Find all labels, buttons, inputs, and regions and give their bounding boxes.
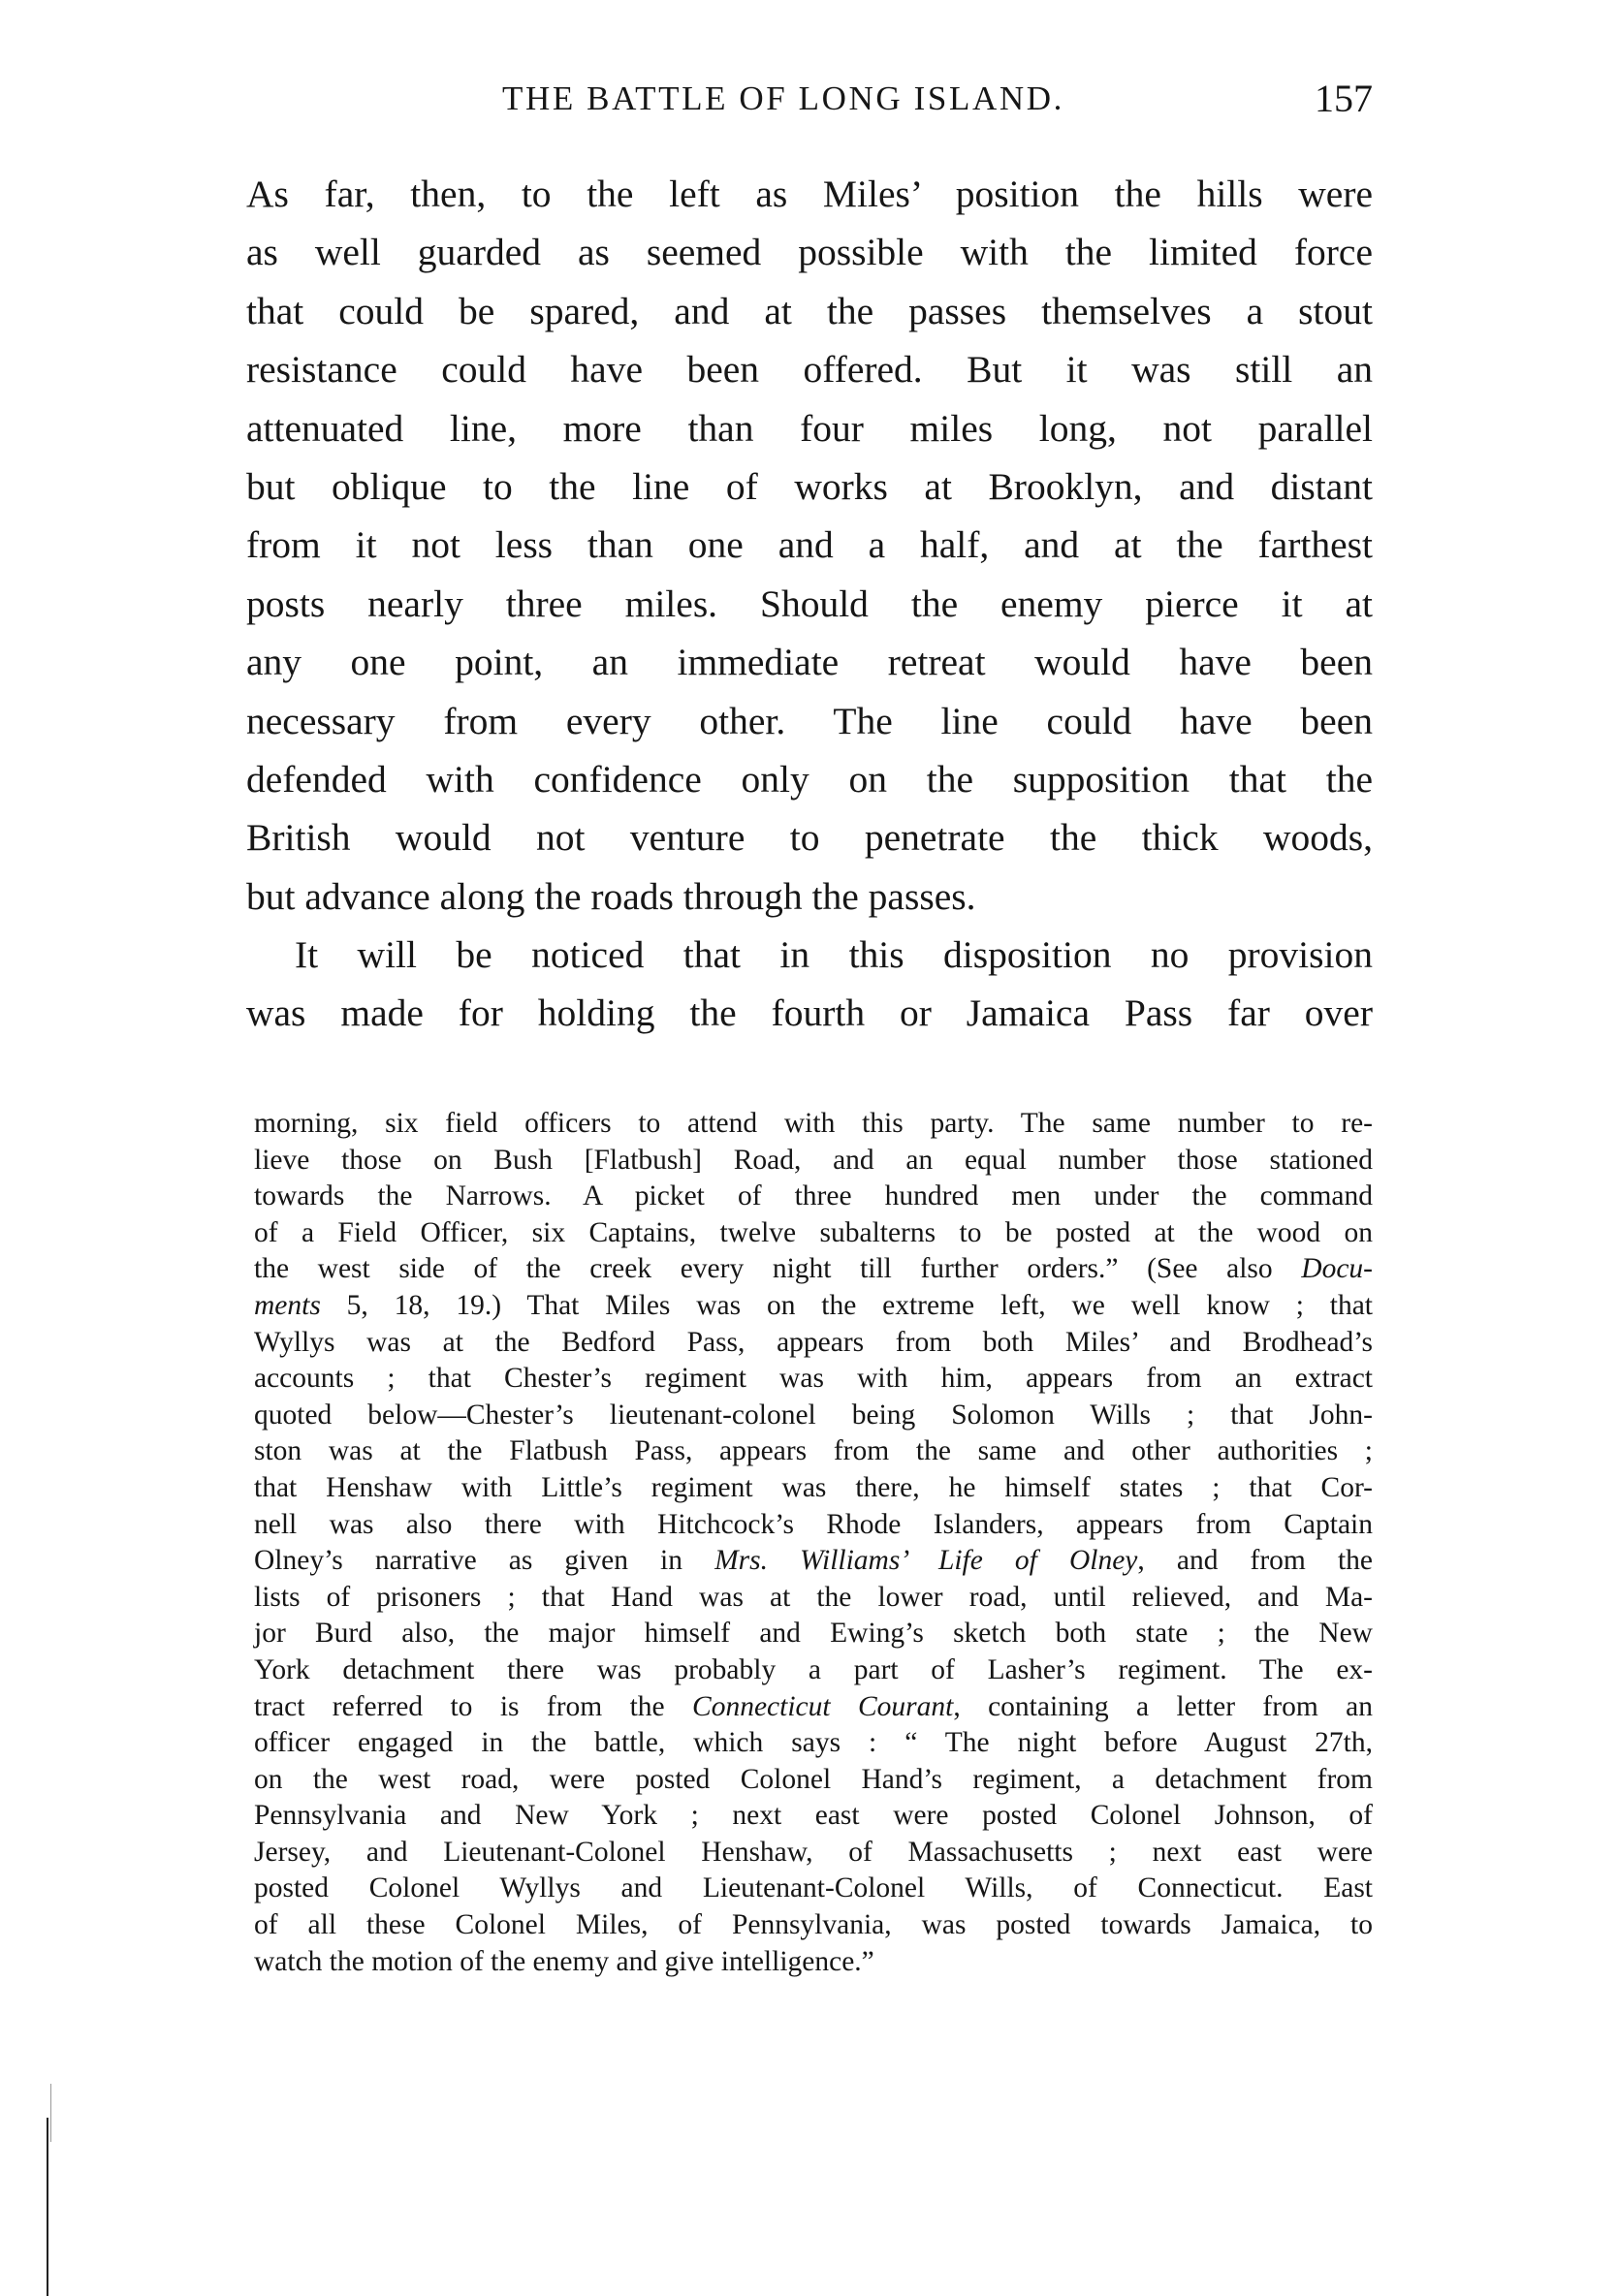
running-head — [246, 79, 1373, 128]
footnote — [254, 1106, 1373, 1980]
body-line: any one point, an immediate retreat would have been — [246, 641, 1373, 684]
footnote-line: Pennsylvania and New York ; next east were posted Colonel Johnson, of — [254, 1800, 1373, 1832]
footnote-text: , and from the — [1137, 1545, 1373, 1577]
body-line: resistance could have been offered. But it was still an — [246, 348, 1373, 392]
running-title: THE BATTLE OF LONG ISLAND. — [502, 79, 1064, 117]
footnote-text: tract referred to is from the — [254, 1690, 693, 1722]
footnote-line: that Henshaw with Little’s regiment was there, he himself states ; that Cor- — [254, 1471, 1373, 1503]
body-line: as well guarded as seemed possible with the limited force — [246, 231, 1373, 274]
main-text — [246, 165, 1373, 1043]
footnote-italic-title: Connecticut Courant — [692, 1690, 954, 1722]
body-line: was made for holding the fourth or Jamaica Pass far over — [246, 991, 1373, 1035]
footnote-line: of all these Colonel Miles, of Pennsylvania, was posted towards Jamaica, to — [254, 1909, 1373, 1941]
footnote-line: Jersey, and Lieutenant-Colonel Henshaw, of Massachusetts ; next east were — [254, 1836, 1373, 1868]
footnote-italic-title: ments — [254, 1289, 321, 1321]
footnote-line — [254, 1543, 1373, 1580]
body-line: As far, then, to the left as Miles’ position the hills were — [246, 173, 1373, 215]
footnote-line: of a Field Officer, six Captains, twelve subalterns to be posted at the wood on — [254, 1216, 1373, 1248]
footnote-line: officer engaged in the battle, which says : “ The night before August 27th, — [254, 1727, 1373, 1759]
footnote-line: nell was also there with Hitchcock’s Rhode Islanders, appears from Captain — [254, 1508, 1373, 1540]
footnote-line — [254, 1251, 1373, 1288]
footnote-italic-title: Mrs. Williams’ Life of Olney — [714, 1545, 1138, 1577]
footnote-text: the west side of the creek every night till further orders.” (See also — [254, 1253, 1302, 1285]
footnote-text: 5, 18, 19.) That Miles was on the extreme left, we well know ; that — [320, 1289, 1373, 1321]
footnote-line: Wyllys was at the Bedford Pass, appears from both Miles’ and Brodhead’s — [254, 1326, 1373, 1358]
footnote-line — [254, 1689, 1373, 1726]
body-line: defended with confidence only on the supposition that the — [246, 757, 1373, 801]
footnote-line: York detachment there was probably a part of Lasher’s regiment. The ex- — [254, 1653, 1373, 1685]
body-line: necessary from every other. The line could have been — [246, 699, 1373, 742]
footnote-line: posted Colonel Wyllys and Lieutenant-Colonel Wills, of Connecticut. East — [254, 1872, 1373, 1904]
footnote-line: watch the motion of the enemy and give intelligence.” — [254, 1945, 874, 1977]
footnote-line: lists of prisoners ; that Hand was at the lower road, until relieved, and Ma- — [254, 1581, 1373, 1613]
body-line: It will be noticed that in this disposition no provision — [295, 933, 1373, 977]
footnote-line: towards the Narrows. A picket of three hundred men under the command — [254, 1180, 1373, 1212]
footnote-text: Olney’s narrative as given in — [254, 1545, 715, 1577]
footnote-line: jor Burd also, the major himself and Ewing’s sketch both state ; the New — [254, 1618, 1373, 1650]
footnote-line: accounts ; that Chester’s regiment was with him, appears from an extract — [254, 1363, 1373, 1395]
scan-edge-mark — [50, 2084, 51, 2142]
body-line: British would not venture to penetrate the thick woods, — [246, 816, 1373, 860]
page-number: 157 — [1315, 77, 1373, 120]
body-line: but advance along the roads through the passes. — [246, 874, 976, 918]
body-line: posts nearly three miles. Should the enemy pierce it at — [246, 582, 1373, 625]
body-line: from it not less than one and a half, and at the farthest — [246, 523, 1373, 567]
body-line: attenuated line, more than four miles long, not parallel — [246, 406, 1373, 450]
body-line: that could be spared, and at the passes themselves a stout — [246, 289, 1373, 332]
footnote-line: ston was at the Flatbush Pass, appears from the same and other authorities ; — [254, 1435, 1373, 1467]
footnote-line: on the west road, were posted Colonel Hand’s regiment, a detachment from — [254, 1763, 1373, 1795]
footnote-italic-title: Docu- — [1301, 1253, 1373, 1285]
footnote-text: , containing a letter from an — [953, 1690, 1373, 1722]
footnote-line: quoted below—Chester’s lieutenant-colonel being Solomon Wills ; that John- — [254, 1399, 1373, 1431]
footnote-line — [254, 1288, 1373, 1325]
footnote-line: morning, six field officers to attend with this party. The same number to re- — [254, 1108, 1373, 1139]
body-line: but oblique to the line of works at Brooklyn, and distant — [246, 464, 1373, 508]
footnote-line: lieve those on Bush [Flatbush] Road, and an equal number those stationed — [254, 1144, 1373, 1176]
scan-edge-mark — [47, 2118, 48, 2296]
